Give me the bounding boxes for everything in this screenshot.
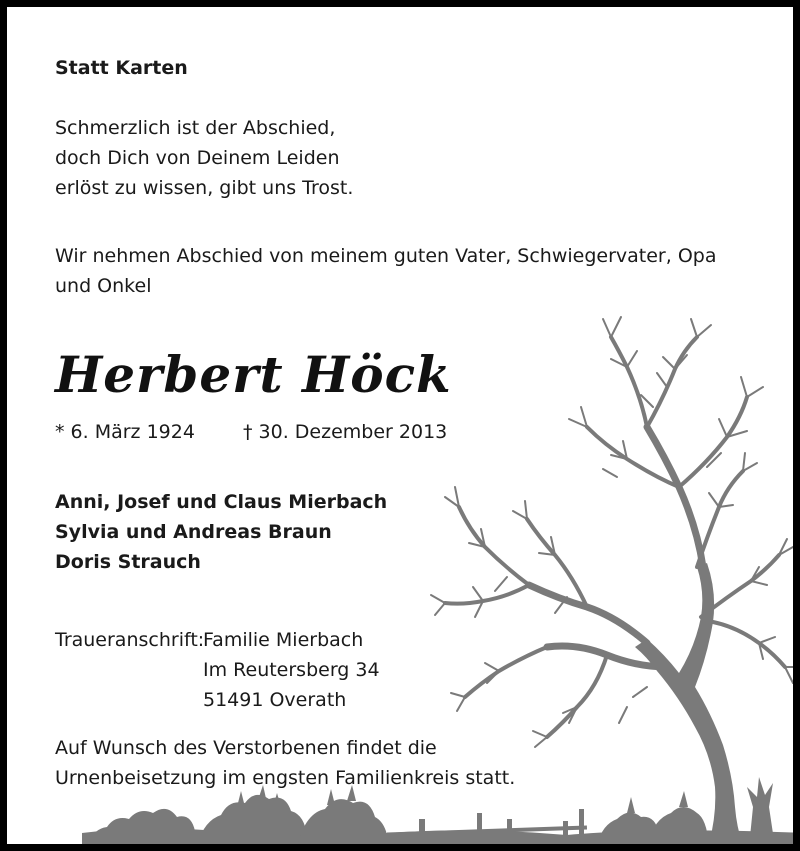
death-date: † 30. Dezember 2013 (243, 421, 448, 443)
address-line-3: 51491 Overath (203, 689, 347, 711)
mourner-line-2: Sylvia und Andreas Braun (55, 521, 332, 543)
statt-karten-heading: Statt Karten (55, 57, 188, 79)
intro-line-2: und Onkel (55, 275, 152, 297)
closing-line-1: Auf Wunsch des Verstorbenen findet die (55, 737, 437, 759)
intro-line-1: Wir nehmen Abschied von meinem guten Vater, Schwiegervater, Opa (55, 245, 717, 267)
address-label: Traueranschrift: (55, 629, 205, 651)
address-line-1: Familie Mierbach (203, 629, 364, 651)
address-line-2: Im Reutersberg 34 (203, 659, 380, 681)
deceased-name: Herbert Höck (55, 345, 452, 404)
birth-date: * 6. März 1924 (55, 421, 195, 443)
mourner-line-3: Doris Strauch (55, 551, 201, 573)
mourner-line-1: Anni, Josef und Claus Mierbach (55, 491, 388, 513)
poem-line-3: erlöst zu wissen, gibt uns Trost. (55, 177, 354, 199)
poem-line-2: doch Dich von Deinem Leiden (55, 147, 340, 169)
poem-line-1: Schmerzlich ist der Abschied, (55, 117, 336, 139)
closing-line-2: Urnenbeisetzung im engsten Familienkreis statt. (55, 767, 516, 789)
